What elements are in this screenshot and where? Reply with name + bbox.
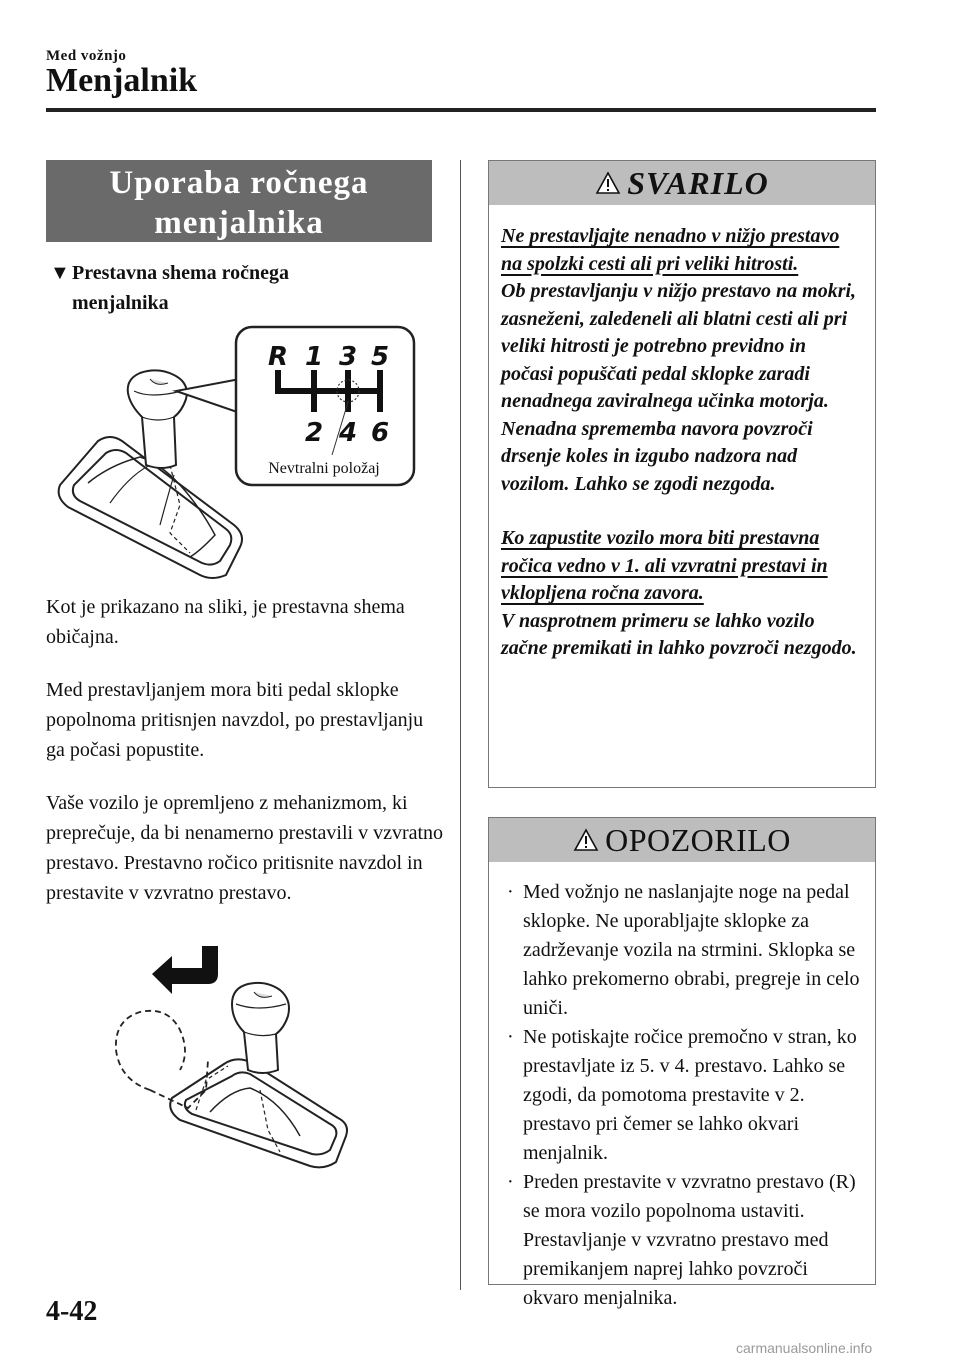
gear-label-6: 6 xyxy=(370,418,390,448)
gear-label-2: 2 xyxy=(304,418,324,448)
gear-label-3: 3 xyxy=(338,342,358,372)
neutral-position-label: Nevtralni položaj xyxy=(268,460,380,477)
paragraph-1: Kot je prikazano na sliki, je prestavna shema običajna. xyxy=(46,596,405,648)
gear-boot-drawing xyxy=(59,370,242,578)
section-title-line-1: Uporaba ročnega xyxy=(109,165,369,201)
paragraph-2: Med prestavljanjem mora biti pedal sklopke popolnoma pritisnjen navzdol, po prestavljanju ga počasi popustite. xyxy=(46,679,424,761)
warning-block2-text: V nasprotnem primeru se lahko vozilo začne premikati in lahko povzroči nezgodo. xyxy=(501,609,857,659)
caution-triangle-icon xyxy=(573,828,599,852)
caution-item xyxy=(503,1168,863,1313)
caution-header xyxy=(489,818,875,862)
gear-label-r: R xyxy=(267,342,289,372)
caution-item-text: Ne potiskajte ročice premočno v stran, ko prestavljate iz 5. v 4. prestavo. Lahko se zgodi, da pomotoma prestavite v 2. prestavo pri čemer se lahko okvari menjalnik. xyxy=(523,1026,857,1164)
caution-box xyxy=(488,817,876,1309)
reverse-shift-illustration xyxy=(110,940,370,1170)
bullet-dot: · xyxy=(507,1171,514,1193)
gear-label-5: 5 xyxy=(370,342,390,372)
warning-block2-underlined: Ko zapustite vozilo mora biti prestavna ročica vedno v 1. ali vzvratni prestavi in vklopljena ročna zavora. xyxy=(501,527,828,604)
header-rule xyxy=(46,108,876,112)
gear-label-1: 1 xyxy=(304,342,324,372)
watermark: carmanualsonline.info xyxy=(736,1340,873,1356)
section-title-line-2: menjalnika xyxy=(154,205,324,241)
section-title xyxy=(46,160,432,242)
caution-item-text: Preden prestavite v vzvratno prestavo (R) se mora vozilo popolnoma ustaviti. Prestavljanje v vzvratno prestavo med premikanjem naprej lahko povzroči okvaro menjalnika. xyxy=(523,1171,856,1309)
running-header-title: Menjalnik xyxy=(46,62,198,99)
page-number: 4-42 xyxy=(46,1296,98,1327)
warning-header xyxy=(489,161,875,205)
caution-item xyxy=(503,878,863,1023)
warning-title: SVARILO xyxy=(627,164,769,201)
running-header-section: Med vožnjo xyxy=(46,48,127,64)
paragraph-3: Vaše vozilo je opremljeno z mehanizmom, ki preprečuje, da bi nenamerno prestavili v vzvratno prestavo. Prestavno ročico pritisnite navzdol in prestavite v vzvratno prestavo. xyxy=(46,792,444,904)
subheading-text: Prestavna shema ročnega menjalnika xyxy=(72,262,290,314)
warning-triangle-icon xyxy=(595,171,621,195)
column-divider xyxy=(460,160,461,1290)
warning-body xyxy=(489,205,875,663)
push-down-arrow-icon xyxy=(152,946,218,994)
triangle-marker-icon: ▼ xyxy=(50,262,70,284)
caution-title: OPOZORILO xyxy=(605,821,791,858)
shift-pattern-illustration xyxy=(50,325,420,585)
caution-item-text: Med vožnjo ne naslanjajte noge na pedal sklopke. Ne uporabljajte sklopke za zadrževanje vozila na strmini. Sklopka se lahko prekomerno obrabi, pregreje in celo uniči. xyxy=(523,881,860,1019)
warning-box xyxy=(488,160,876,788)
caution-body xyxy=(489,862,875,1313)
gear-label-4: 4 xyxy=(338,418,358,448)
warning-block1-text: Ob prestavljanju v nižjo prestavo na mokri, zasneženi, zaledeneli ali blatni cesti ali pri veliki hitrosti je potrebno previdno in počasi popuščati pedal sklopke zaradi nenadnega zaviralnega učinka motorja. Nenadna sprememba navora povzroči drsenje koles in izgubo nadzora nad vozilom. Lahko se zgodi nezgoda. xyxy=(501,280,857,495)
caution-item xyxy=(503,1023,863,1168)
gear-lever-drawing xyxy=(116,983,347,1167)
subheading xyxy=(50,258,430,318)
bullet-dot: · xyxy=(507,1026,514,1048)
warning-block1-underlined: Ne prestavljajte nenadno v nižjo prestavo na spolzki cesti ali pri veliki hitrosti. xyxy=(501,225,840,275)
bullet-dot: · xyxy=(507,881,514,903)
